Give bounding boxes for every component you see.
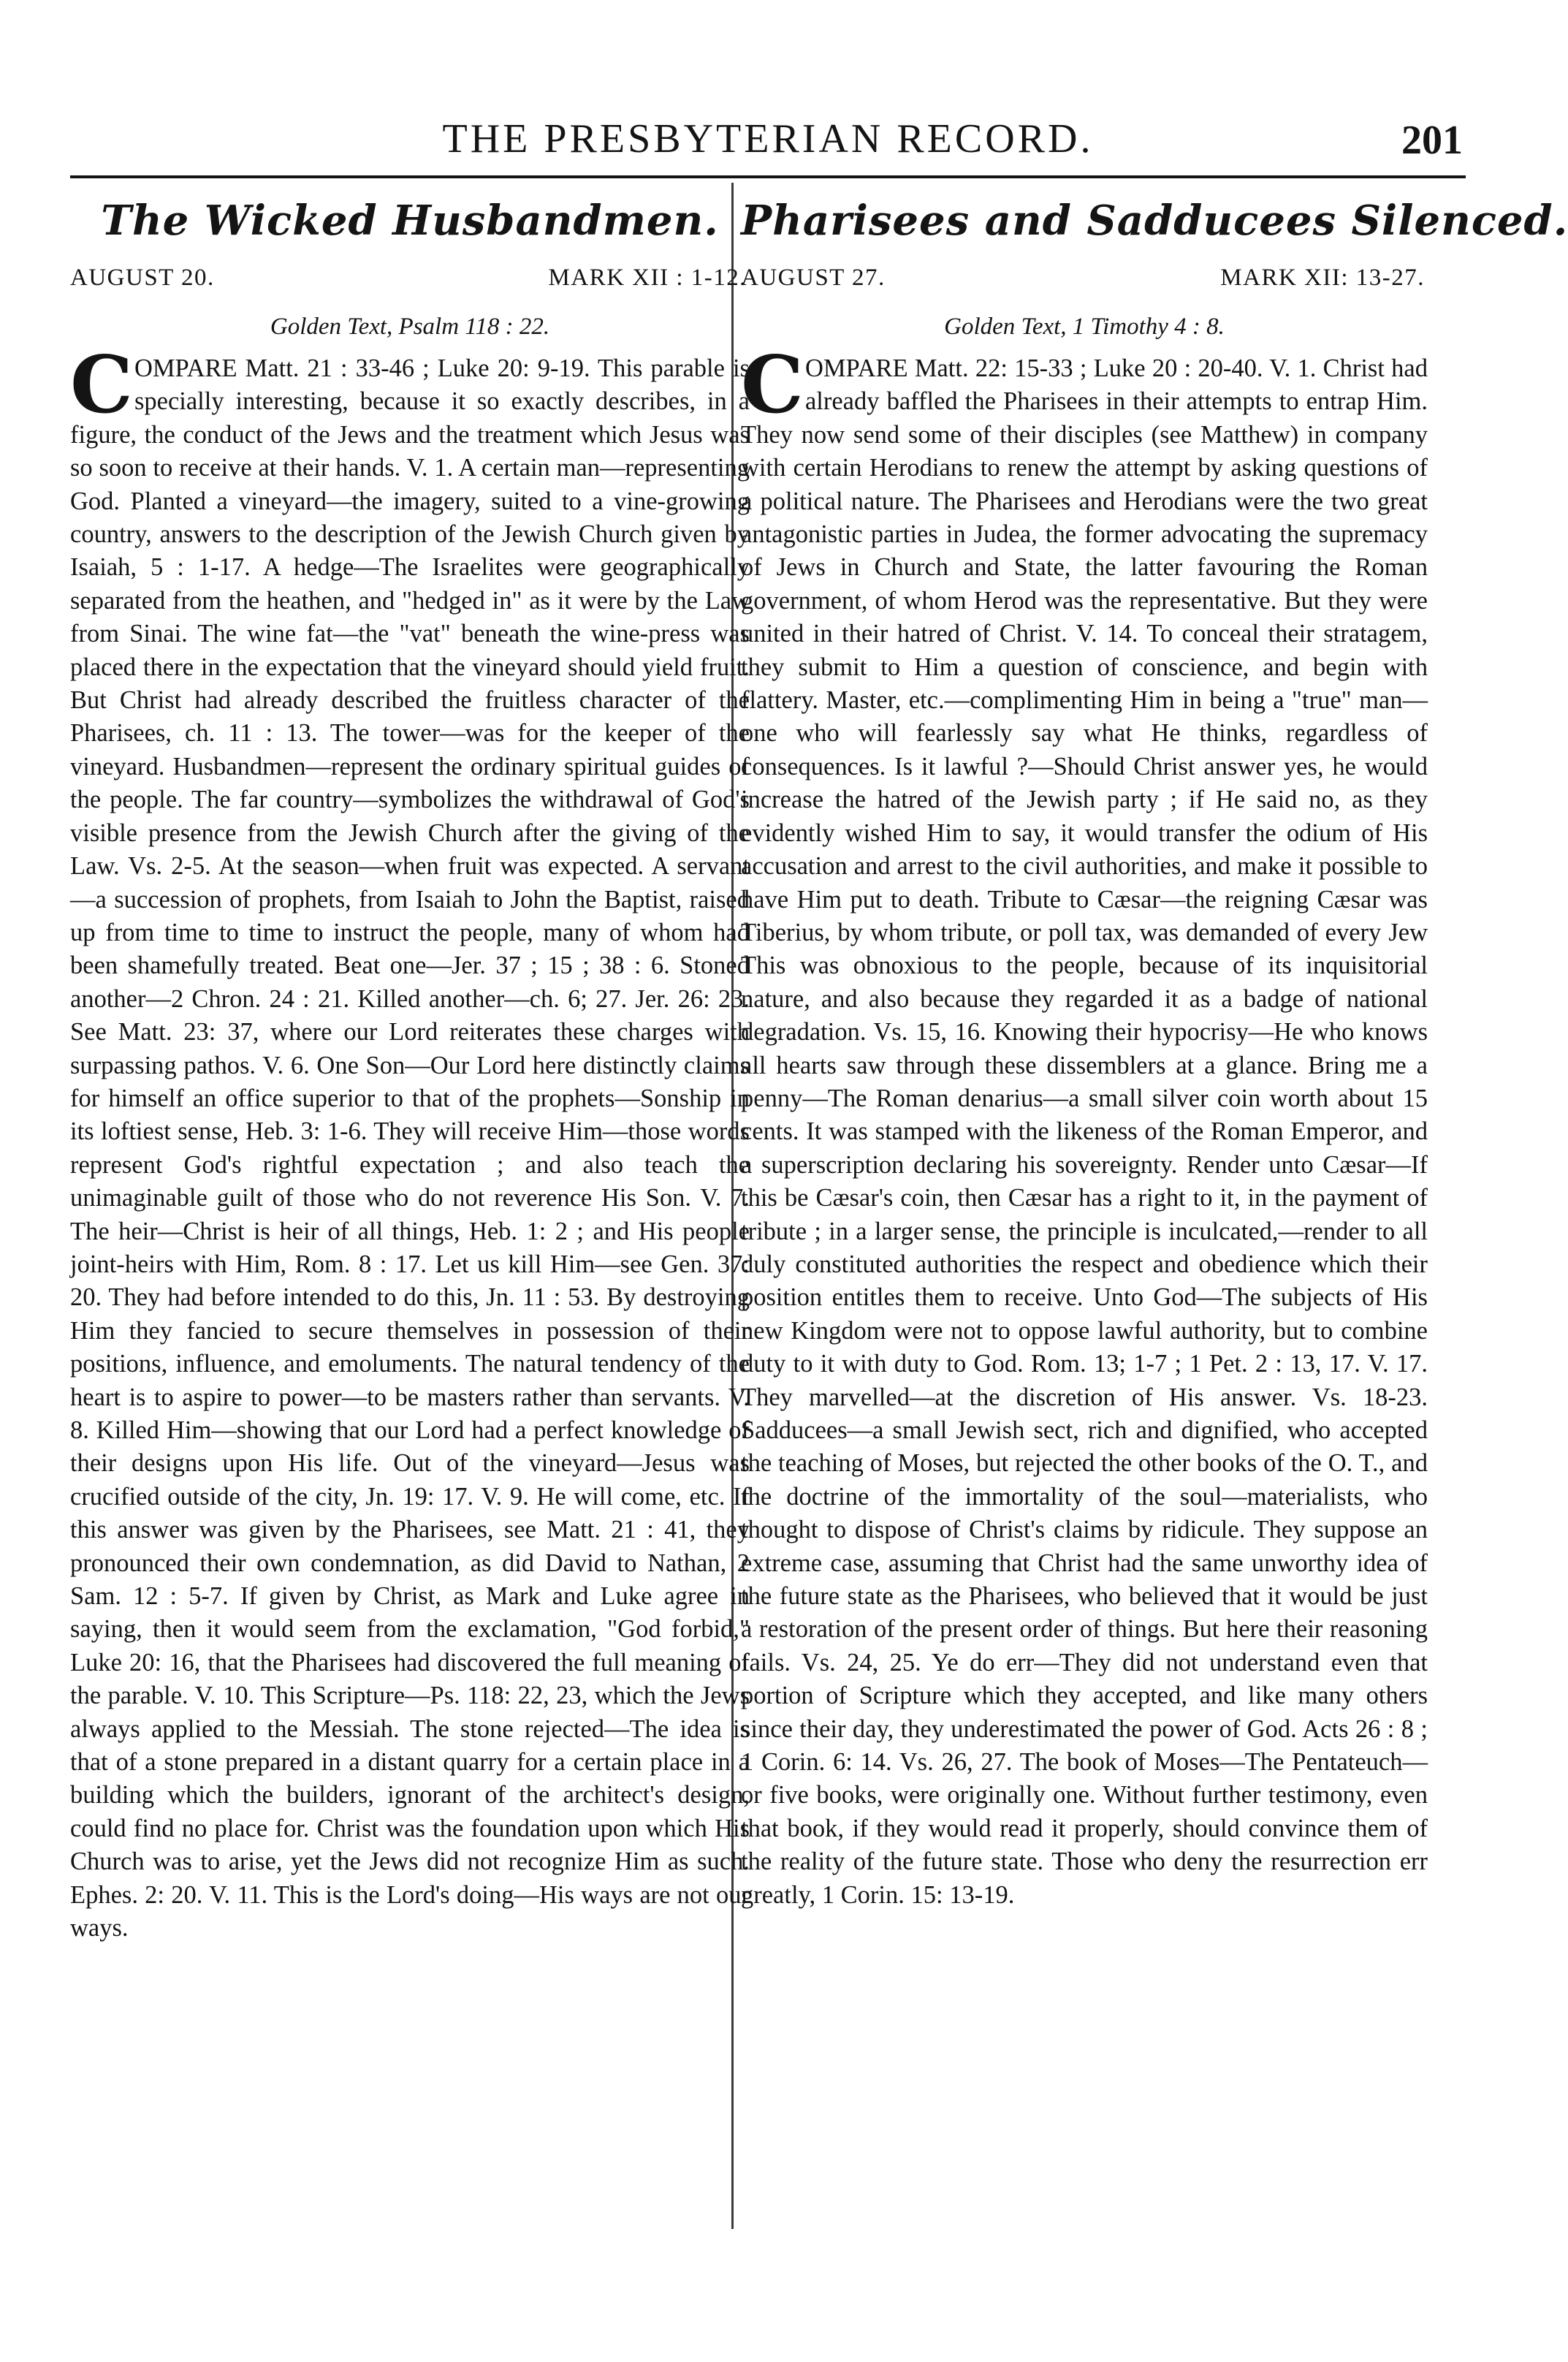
drop-initial: C [741, 339, 804, 431]
lesson-body [70, 339, 750, 1945]
golden-text: Golden Text, 1 Timothy 4 : 8. [944, 314, 1225, 340]
lesson-meta [70, 257, 750, 301]
scripture-reference: MARK XII: 13-27. [1220, 265, 1425, 291]
lesson-column-left [70, 191, 750, 2333]
lesson-body-text: OMPARE Matt. 21 : 33-46 ; Luke 20: 9-19. This parable is specially interesting, because it so exactly describes, in a figure, the conduct of the Jews and the treatment which Jesus was so soon to receive at their hands. V. 1. A certain man—representing God. Planted a vineyard—the imagery, suited to a vine-growing country, answers to the description of the Jewish Church given by Isaiah, 5 : 1-17. A hedge—The Israelites were geographically separated from the heathen, and "hedged in" as it were by the Law from Sinai. The wine fat—the "vat" beneath the wine-press was placed there in the expectation that the vineyard should yield fruit. But Christ had already described the fruitless character of the Pharisees, ch. 11 : 13. The tower—was for the keeper of the vineyard. Husbandmen—represent the ordinary spiritual guides of the people. The far country—symbolizes the withdrawal of God's visible presence from the Jewish Church after the giving of the Law. Vs. 2-5. At the season—when fruit was expected. A servant—a succession of prophets, from Isaiah to John the Baptist, raised up from time to time to instruct the people, many of whom had been shamefully treated. Beat one—Jer. 37 ; 15 ; 38 : 6. Stoned another—2 Chron. 24 : 21. Killed another—ch. 6; 27. Jer. 26: 23. See Matt. 23: 37, where our Lord reiterates these charges with surpassing pathos. V. 6. One Son—Our Lord here distinctly claims for himself an office superior to that of the prophets—Sonship in its loftiest sense, Heb. 3: 1-6. They will receive Him—those words represent God's rightful expectation ; and also teach the unimaginable guilt of those who do not reverence His Son. V. 7. The heir—Christ is heir of all things, Heb. 1: 2 ; and His people joint-heirs with Him, Rom. 8 : 17. Let us kill Him—see Gen. 37: 20. They had before intended to do this, Jn. 11 : 53. By destroying Him they fancied to secure themselves in possession of their positions, influence, and emoluments. The natural tendency of the heart is to aspire to power—to be masters rather than servants. V. 8. Killed Him—showing that our Lord had a perfect knowledge of their designs upon His life. Out of the vineyard—Jesus was crucified outside of the city, Jn. 19: 17. V. 9. He will come, etc. If this answer was given by the Pharisees, see Matt. 21 : 41, they pronounced their own condemnation, as did David to Nathan, 2 Sam. 12 : 5-7. If given by Christ, as Mark and Luke agree in saying, then it would seem from the exclamation, "God forbid," Luke 20: 16, that the Pharisees had discovered the full meaning of the parable. V. 10. This Scripture—Ps. 118: 22, 23, which the Jews always applied to the Messiah. The stone rejected—The idea is that of a stone prepared in a distant quarry for a certain place in a building which the builders, ignorant of the architect's design, could find no place for. Christ was the foundation upon which His Church was to arise, yet the Jews did not recognize Him as such. Ephes. 2: 20. V. 11. This is the Lord's doing—His ways are not our ways. [70, 354, 750, 1943]
lesson-date: AUGUST 27. [741, 265, 886, 291]
golden-text: Golden Text, Psalm 118 : 22. [270, 314, 550, 340]
lesson-title: The Wicked Husbandmen. [101, 197, 719, 245]
lesson-column-right [741, 191, 1568, 2333]
lesson-meta [741, 257, 1428, 301]
lesson-body-text: OMPARE Matt. 22: 15-33 ; Luke 20 : 20-40. V. 1. Christ had already baffled the Pharisees in their attempts to entrap Him. They now send some of their disciples (see Matthew) in company with certain Herodians to renew the attempt by asking questions of a political nature. The Pharisees and Herodians were the two great antagonistic parties in Judea, the former advocating the supremacy of Jews in Church and State, the latter favouring the Roman government, of whom Herod was the representative. But they were united in their hatred of Christ. V. 14. To conceal their stratagem, they submit to Him a question of conscience, and begin with flattery. Master, etc.—complimenting Him in being a "true" man—one who will fearlessly say what He thinks, regardless of consequences. Is it lawful ?—Should Christ answer yes, he would increase the hatred of the Jewish party ; if He said no, as they evidently wished Him to say, it would transfer the odium of His accusation and arrest to the civil authorities, and make it possible to have Him put to death. Tribute to Cæsar—the reigning Cæsar was Tiberius, by whom tribute, or poll tax, was demanded of every Jew This was obnoxious to the people, because of its inquisitorial nature, and also because they regarded it as a badge of national degradation. Vs. 15, 16. Knowing their hypocrisy—He who knows all hearts saw through these dissemblers at a glance. Bring me a penny—The Roman denarius—a small silver coin worth about 15 cents. It was stamped with the likeness of the Roman Emperor, and a superscription declaring his sovereignty. Render unto Cæsar—If this be Cæsar's coin, then Cæsar has a right to it, in the payment of tribute ; in a larger sense, the principle is inculcated,—render to all duly constituted authorities the respect and obedience which their position entitles them to receive. Unto God—The subjects of His new Kingdom were not to oppose lawful authority, but to combine duty to it with duty to God. Rom. 13; 1-7 ; 1 Pet. 2 : 13, 17. V. 17. They marvelled—at the discretion of His answer. Vs. 18-23. Sadducees—a small Jewish sect, rich and dignified, who accepted the teaching of Moses, but rejected the other books of the O. T., and the doctrine of the immortality of the soul—materialists, who thought to dispose of Christ's claims by ridicule. They suppose an extreme case, assuming that Christ had the same unworthy idea of the future state as the Pharisees, who believed that it would be just a restoration of the present order of things. But here their reasoning fails. Vs. 24, 25. Ye do err—They did not understand even that portion of Scripture which they accepted, and like many others since their day, they underestimated the power of God. Acts 26 : 8 ; 1 Corin. 6: 14. Vs. 26, 27. The book of Moses—The Pentateuch—or five books, were originally one. Without further testimony, even that book, if they would read it properly, should convince them of the reality of the future state. Those who deny the resurrection err greatly, 1 Corin. 15: 13-19. [741, 354, 1428, 1909]
lesson-date: AUGUST 20. [70, 265, 215, 291]
scripture-reference: MARK XII : 1-12. [548, 265, 747, 291]
page-number: 201 [1401, 118, 1463, 163]
running-title: THE PRESBYTERIAN RECORD. [442, 116, 1094, 162]
header-rule [70, 175, 1466, 178]
drop-initial: C [70, 339, 133, 431]
lesson-title: Pharisees and Sadducees Silenced. [741, 197, 1568, 245]
lesson-body [741, 339, 1428, 1912]
running-head [70, 110, 1466, 168]
